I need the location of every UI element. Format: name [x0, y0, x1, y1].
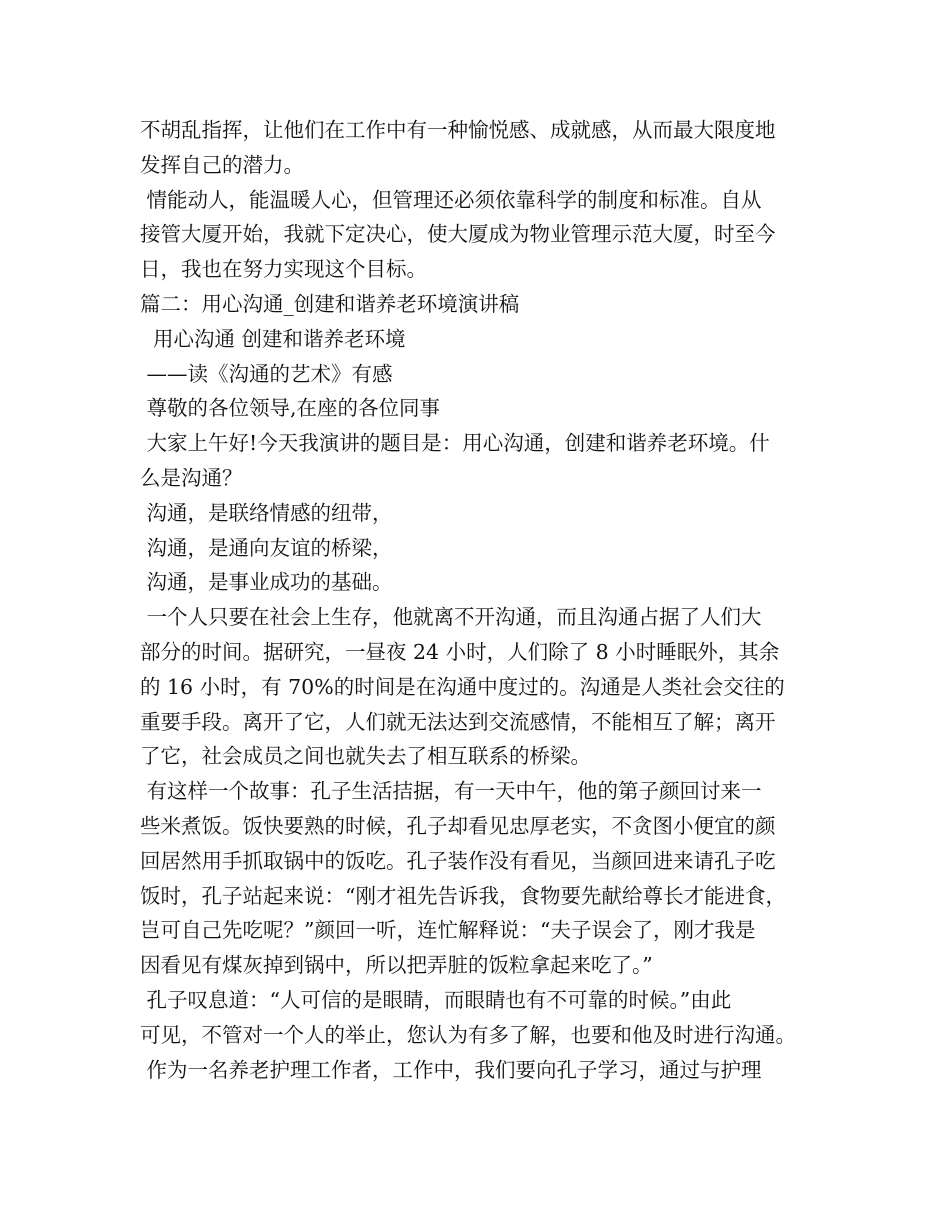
text-line: 饭时，孔子站起来说：“刚才祖先告诉我，食物要先献给尊长才能进食，: [140, 883, 786, 908]
text-line: 接管大厦开始，我就下定决心，使大厦成为物业管理示范大厦，时至今: [140, 222, 776, 247]
salutation: 尊敬的各位领导,在座的各位同事: [140, 396, 441, 421]
speech-title: 用心沟通 创建和谐养老环境: [140, 326, 406, 351]
text-line: 有这样一个故事：孔子生活拮据，有一天中午，他的第子颜回讨来一: [140, 779, 762, 804]
text-line: 因看见有煤灰掉到锅中，所以把弄脏的饭粒拿起来吃了。”: [140, 953, 653, 978]
text-line: 日，我也在努力实现这个目标。: [140, 257, 427, 282]
text-line: 部分的时间。据研究，一昼夜 24 小时，人们除了 8 小时睡眠外，其余: [140, 639, 780, 664]
text-line: 大家上午好!今天我演讲的题目是：用心沟通，创建和谐养老环境。什: [140, 431, 770, 456]
text-line: 作为一名养老护理工作者，工作中，我们要向孔子学习，通过与护理: [140, 1057, 762, 1082]
text-line: 发挥自己的潜力。: [140, 152, 304, 177]
text-line: 岂可自己先吃呢？”颜回一听，连忙解释说：“夫子误会了，刚才我是: [140, 918, 756, 943]
text-line: 些米煮饭。饭快要熟的时候，孔子却看见忠厚老实，不贪图小便宜的颜: [140, 813, 776, 838]
text-line: 的 16 小时，有 70%的时间是在沟通中度过的。沟通是人类社会交往的: [140, 674, 785, 699]
text-line: 可见，不管对一个人的举止，您认为有多了解，也要和他及时进行沟通。: [140, 1022, 796, 1047]
speech-subtitle: ——读《沟通的艺术》有感: [140, 361, 393, 386]
text-line: 沟通，是事业成功的基础。: [140, 570, 393, 595]
text-line: 不胡乱指挥，让他们在工作中有一种愉悦感、成就感，从而最大限度地: [140, 118, 776, 142]
text-line: 情能动人，能温暖人心，但管理还必须依靠科学的制度和标准。自从: [140, 187, 762, 212]
text-line: 一个人只要在社会上生存，他就离不开沟通，而且沟通占据了人们大: [140, 605, 762, 630]
document-body: [140, 113, 820, 1087]
text-line: 孔子叹息道：“人可信的是眼睛，而眼睛也有不可靠的时候。”由此: [140, 987, 732, 1012]
text-line: 重要手段。离开了它，人们就无法达到交流感情，不能相互了解；离开: [140, 709, 776, 734]
text-line: 了它，社会成员之间也就失去了相互联系的桥梁。: [140, 744, 591, 769]
text-line: 回居然用手抓取锅中的饭吃。孔子装作没有看见，当颜回进来请孔子吃: [140, 848, 776, 873]
text-line: 沟通，是通向友谊的桥梁，: [140, 535, 393, 560]
text-line: 么是沟通？: [140, 465, 243, 490]
text-line: 沟通，是联络情感的纽带，: [140, 500, 393, 525]
section-heading: 篇二：用心沟通_创建和谐养老环境演讲稿: [140, 291, 520, 316]
